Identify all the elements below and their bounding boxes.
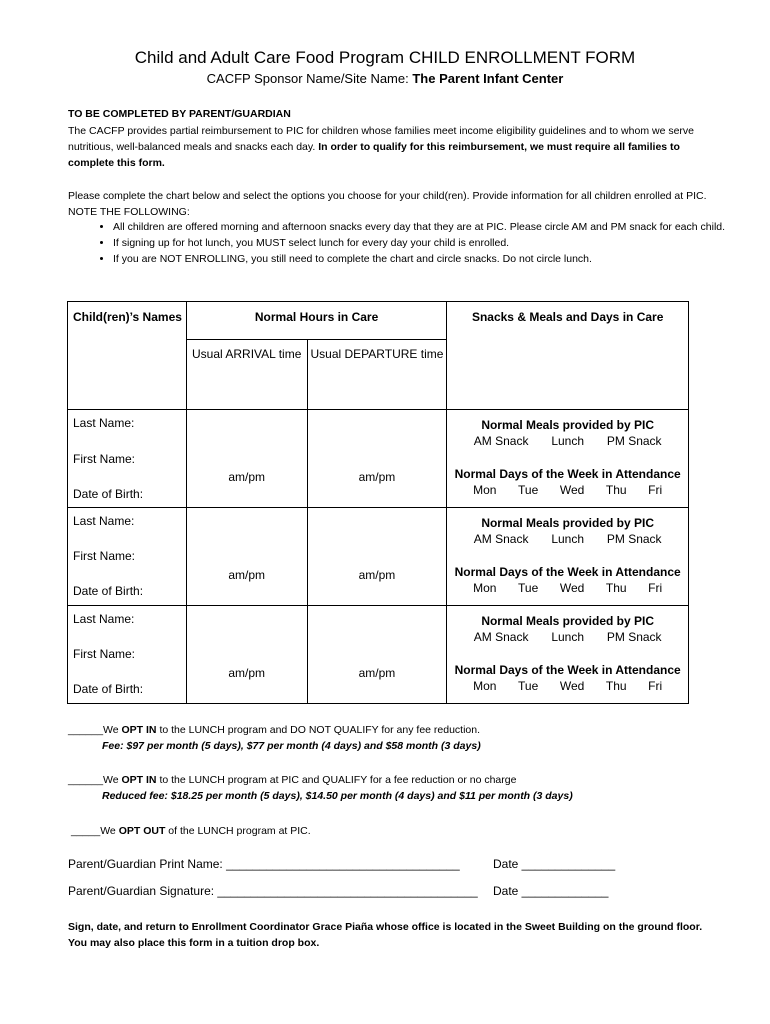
- intro-requirement: In order to qualify for this reimbursement, we must require all families to complete this form.: [68, 141, 680, 169]
- day-fri[interactable]: Fri: [648, 581, 663, 595]
- meal-options: [447, 628, 688, 644]
- sponsor-name: The Parent Infant Center: [412, 71, 564, 86]
- day-fri[interactable]: Fri: [648, 483, 663, 497]
- enrollment-table: [67, 301, 689, 704]
- departure-ampm: am/pm: [358, 665, 396, 680]
- full-fee-note: Fee: $97 per month (5 days), $77 per month (4 days) and $58 month (3 days): [102, 740, 481, 752]
- sponsor-label: CACFP Sponsor Name/Site Name:: [206, 71, 409, 86]
- opt-in-qualify: [68, 772, 718, 804]
- sponsor-line: [0, 71, 770, 86]
- last-name-label: Last Name:: [73, 514, 135, 528]
- day-thu[interactable]: Thu: [605, 679, 627, 693]
- opt-out-line[interactable]: [71, 823, 721, 839]
- pm-snack-option[interactable]: PM Snack: [606, 630, 662, 644]
- dob-label: Date of Birth:: [73, 584, 144, 598]
- day-wed[interactable]: Wed: [559, 483, 585, 497]
- opt3-text: of the LUNCH program at PIC.: [165, 825, 311, 837]
- pm-snack-option[interactable]: PM Snack: [606, 434, 662, 448]
- am-snack-option[interactable]: AM Snack: [473, 434, 529, 448]
- meals-title: Normal Meals provided by PIC: [481, 418, 655, 432]
- am-snack-option[interactable]: AM Snack: [473, 630, 529, 644]
- print-name-field[interactable]: Parent/Guardian Print Name: ___________________________________: [68, 857, 460, 871]
- day-options: [447, 677, 688, 693]
- day-wed[interactable]: Wed: [559, 581, 585, 595]
- bullet-not-enrolling: • If you are NOT ENROLLING, you still need to complete the chart and circle snacks. Do not circle lunch.: [113, 251, 753, 267]
- child-names-cell[interactable]: [68, 410, 187, 508]
- day-thu[interactable]: Thu: [605, 483, 627, 497]
- first-name-label: First Name:: [73, 647, 136, 661]
- day-options: [447, 579, 688, 595]
- meals-days-cell: [447, 606, 689, 704]
- first-name-label: First Name:: [73, 452, 136, 466]
- date-field-2[interactable]: Date _____________: [493, 884, 609, 898]
- last-name-label: Last Name:: [73, 612, 135, 626]
- last-name-label: Last Name:: [73, 416, 135, 430]
- meals-title: Normal Meals provided by PIC: [481, 516, 655, 530]
- reduced-fee-note: Reduced fee: $18.25 per month (5 days), $14.50 per month (4 days) and $11 per month (3 days): [102, 790, 573, 802]
- intro-paragraph: [68, 123, 708, 171]
- day-tue[interactable]: Tue: [518, 581, 539, 595]
- arrival-cell[interactable]: [186, 606, 307, 704]
- child-names-cell[interactable]: [68, 508, 187, 606]
- opt-out: [71, 823, 721, 839]
- arrival-ampm: am/pm: [228, 567, 266, 582]
- opt2-text: to the LUNCH program at PIC and QUALIFY for a fee reduction or no charge: [156, 774, 517, 786]
- day-mon[interactable]: Mon: [473, 679, 497, 693]
- day-mon[interactable]: Mon: [473, 483, 497, 497]
- date-field-1[interactable]: Date ______________: [493, 857, 616, 871]
- opt3-strong: OPT OUT: [118, 825, 166, 837]
- lunch-option[interactable]: Lunch: [551, 434, 585, 448]
- meals-days-cell: [447, 410, 689, 508]
- opt-in-no-qualify: [68, 722, 718, 754]
- meals-title: Normal Meals provided by PIC: [481, 614, 655, 628]
- header-hours: Normal Hours in Care: [186, 302, 447, 340]
- header-arrival: Usual ARRIVAL time: [186, 340, 307, 410]
- opt-in-no-qualify-line[interactable]: [68, 722, 718, 738]
- day-wed[interactable]: Wed: [559, 679, 585, 693]
- day-tue[interactable]: Tue: [518, 483, 539, 497]
- day-fri[interactable]: Fri: [648, 679, 663, 693]
- lunch-option[interactable]: Lunch: [551, 532, 585, 546]
- opt2-blank: ______We: [68, 774, 122, 786]
- dob-label: Date of Birth:: [73, 487, 144, 501]
- arrival-cell[interactable]: [186, 410, 307, 508]
- day-thu[interactable]: Thu: [605, 581, 627, 595]
- arrival-cell[interactable]: [186, 508, 307, 606]
- days-title: Normal Days of the Week in Attendance: [454, 565, 681, 579]
- chart-instructions: Please complete the chart below and select the options you choose for your child(ren). Provide information for all children enrolled at PIC. NOTE THE FOLLOWING:: [68, 190, 707, 218]
- opt2-strong: OPT IN: [121, 774, 157, 786]
- departure-ampm: am/pm: [358, 567, 396, 582]
- child-row: [68, 410, 689, 508]
- departure-cell[interactable]: [307, 410, 447, 508]
- opt-in-qualify-line[interactable]: [68, 772, 718, 788]
- first-name-label: First Name:: [73, 549, 136, 563]
- return-instructions: Sign, date, and return to Enrollment Coordinator Grace Piaña whose office is located in the Sweet Building on the ground floor. You may also place this form in a tuition drop box.: [68, 921, 703, 949]
- child-names-cell[interactable]: [68, 606, 187, 704]
- meal-options: [447, 530, 688, 546]
- bullet-lunch: • If signing up for hot lunch, you MUST select lunch for every day your child is enrolled.: [113, 235, 753, 251]
- instruction-bullets: [68, 219, 753, 267]
- signature-field[interactable]: Parent/Guardian Signature: _______________________________________: [68, 884, 478, 898]
- dob-label: Date of Birth:: [73, 682, 144, 696]
- day-tue[interactable]: Tue: [518, 679, 539, 693]
- opt3-blank: _____We: [71, 825, 119, 837]
- header-departure: Usual DEPARTURE time: [307, 340, 447, 410]
- bullet-snacks: • All children are offered morning and afternoon snacks every day that they are at PIC. Please circle AM and PM snack for each child.: [113, 219, 753, 235]
- instructions-heading: TO BE COMPLETED BY PARENT/GUARDIAN: [68, 108, 291, 120]
- departure-cell[interactable]: [307, 606, 447, 704]
- arrival-ampm: am/pm: [228, 469, 266, 484]
- opt1-text: to the LUNCH program and DO NOT QUALIFY for any fee reduction.: [156, 724, 481, 736]
- lunch-option[interactable]: Lunch: [551, 630, 585, 644]
- header-snacks-meals: Snacks & Meals and Days in Care: [447, 302, 689, 410]
- child-row: [68, 606, 689, 704]
- arrival-ampm: am/pm: [228, 665, 266, 680]
- child-row: [68, 508, 689, 606]
- form-title: Child and Adult Care Food Program CHILD ENROLLMENT FORM: [134, 48, 636, 67]
- meals-days-cell: [447, 508, 689, 606]
- intro-text: The CACFP provides partial reimbursement to PIC for children whose families meet income eligibility guidelines and to whom we serve nutritious, well-balanced meals and snacks each day.: [68, 125, 694, 153]
- days-title: Normal Days of the Week in Attendance: [454, 663, 681, 677]
- header-child-names: Child(ren)’s Names: [68, 302, 187, 410]
- departure-ampm: am/pm: [358, 469, 396, 484]
- departure-cell[interactable]: [307, 508, 447, 606]
- am-snack-option[interactable]: AM Snack: [473, 532, 529, 546]
- day-options: [447, 481, 688, 497]
- meal-options: [447, 432, 688, 448]
- pm-snack-option[interactable]: PM Snack: [606, 532, 662, 546]
- day-mon[interactable]: Mon: [473, 581, 497, 595]
- opt1-blank: ______We: [68, 724, 122, 736]
- days-title: Normal Days of the Week in Attendance: [454, 467, 681, 481]
- opt1-strong: OPT IN: [121, 724, 157, 736]
